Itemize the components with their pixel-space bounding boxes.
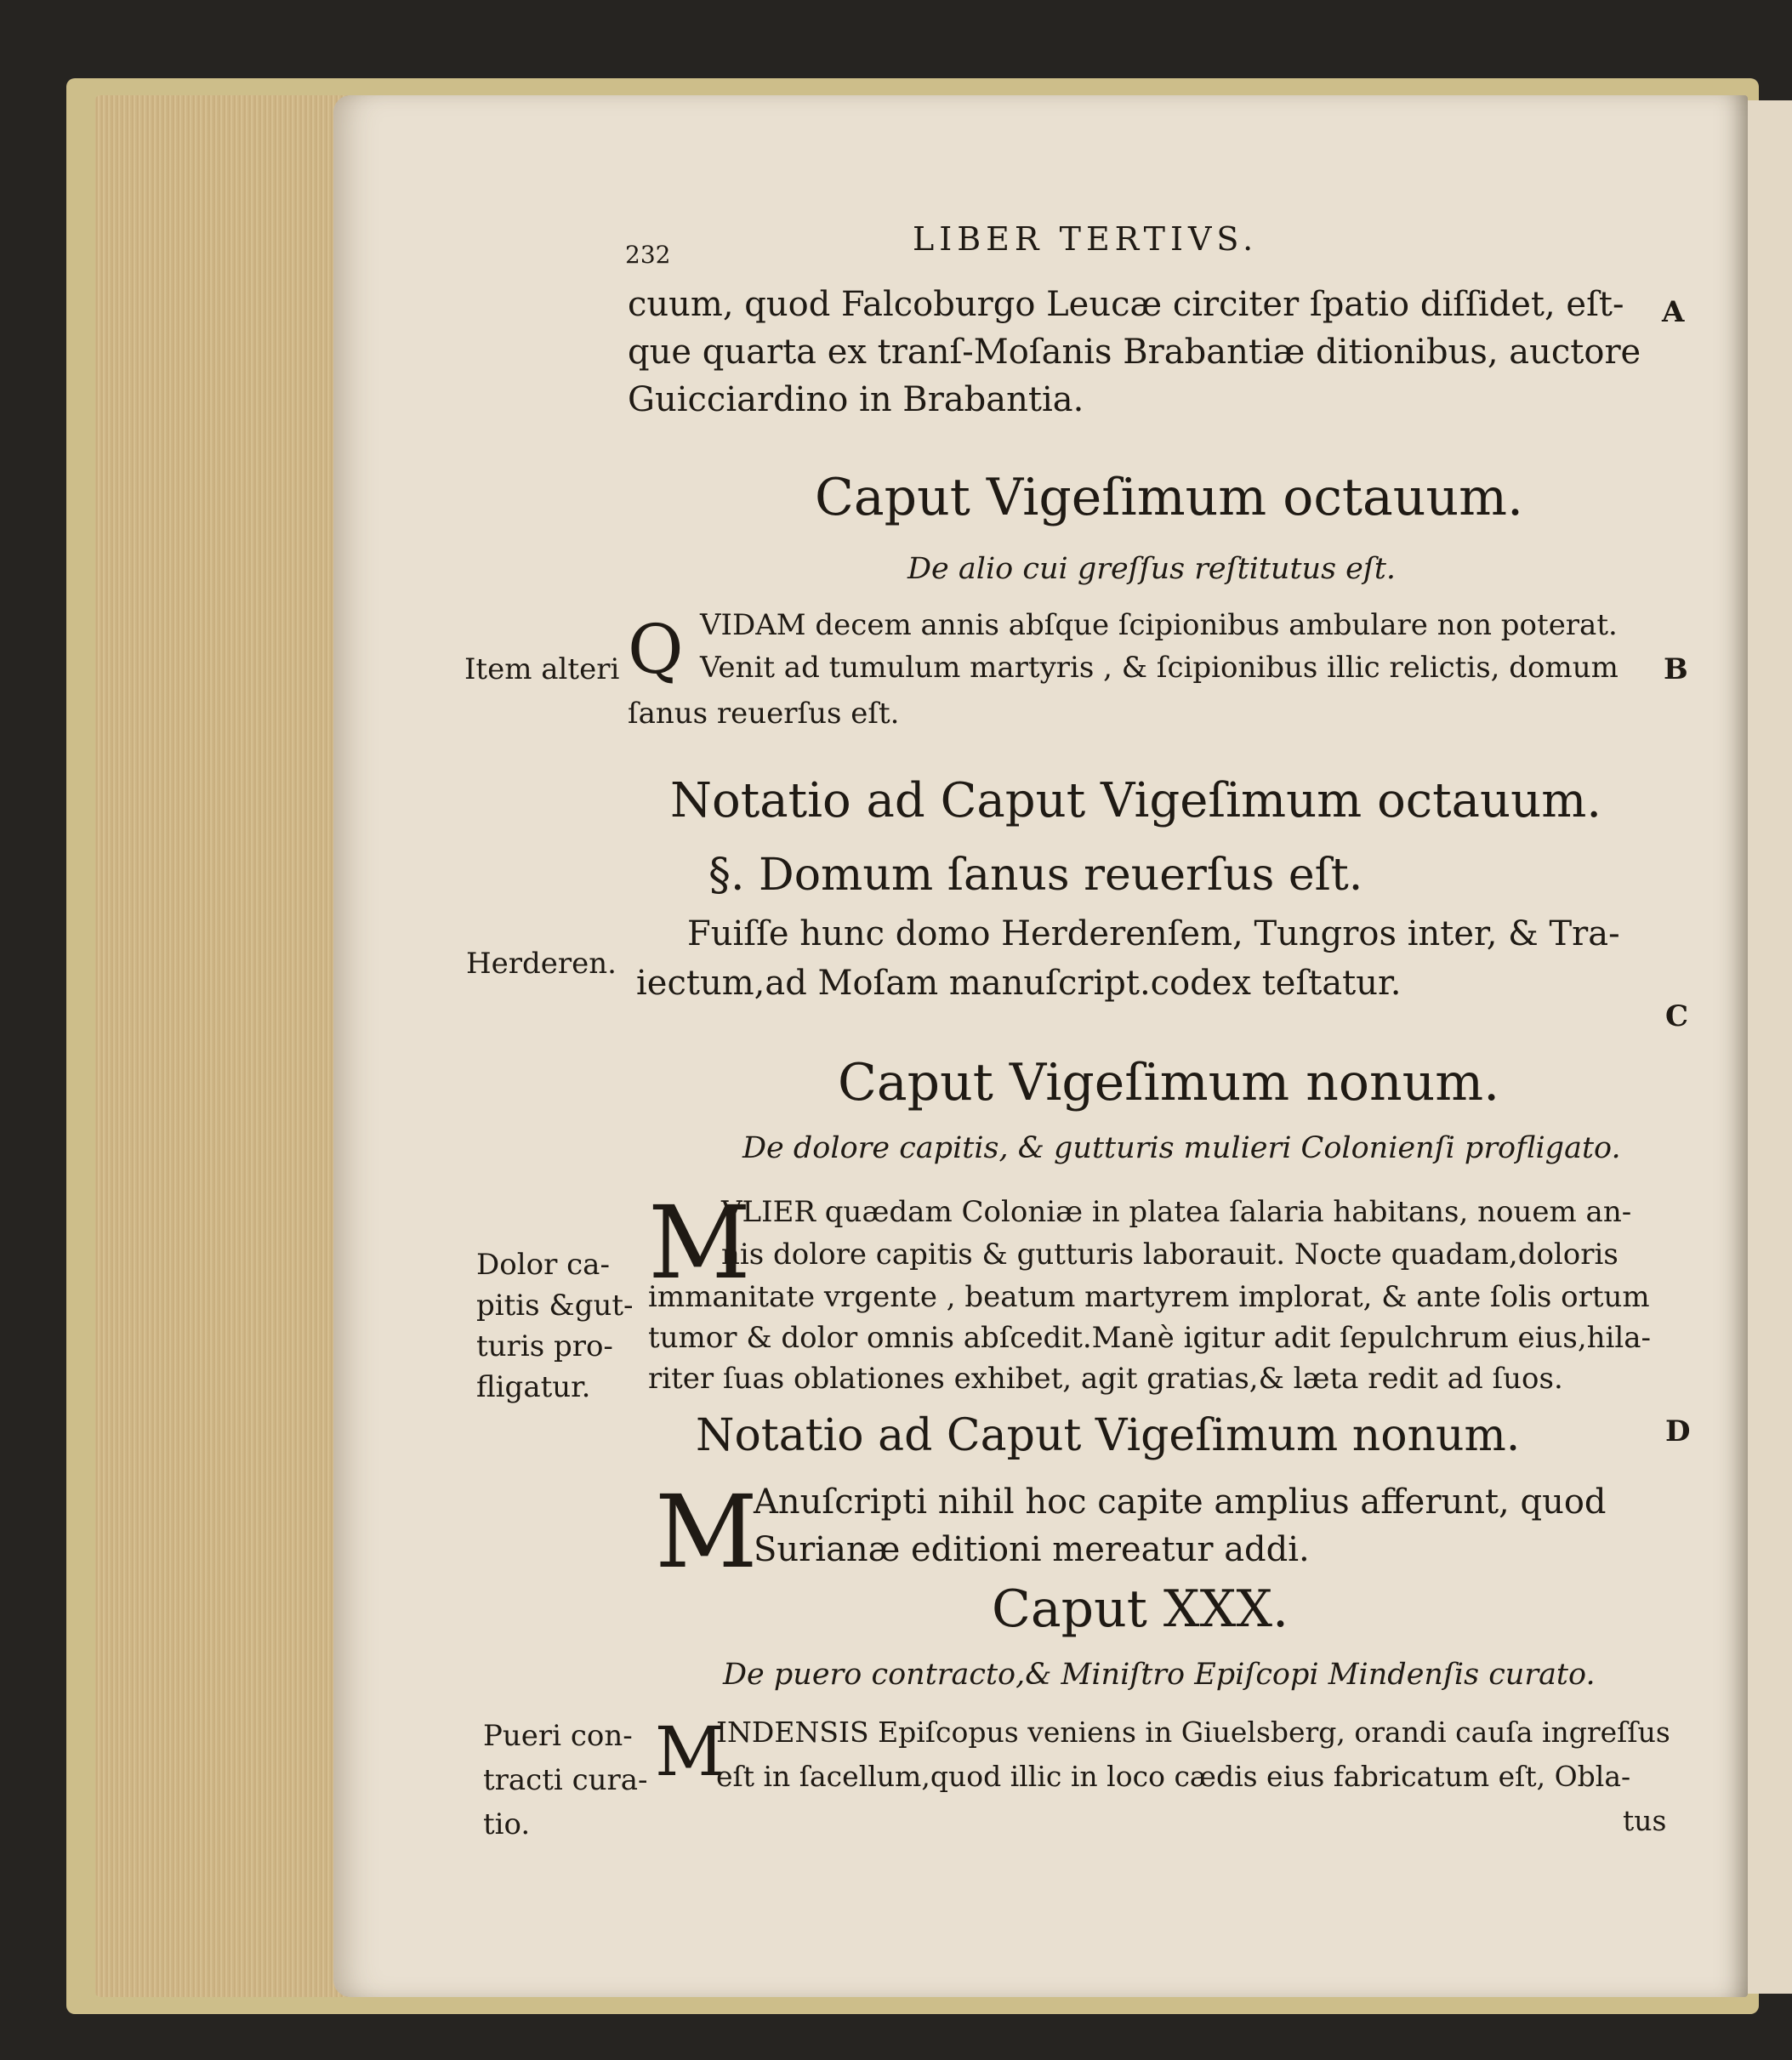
margin-note: Dolor ca- bbox=[476, 1248, 610, 1282]
notatio-29-title: Notatio ad Caput Vigeſimum nonum. bbox=[696, 1410, 1521, 1461]
margin-letter-d: D bbox=[1665, 1414, 1691, 1448]
chapter-30-line: INDENSIS Epiſcopus veniens in Giuelsberg, orandi cauſa ingreſſus bbox=[716, 1716, 1670, 1749]
chapter-29-line: immanitate vrgente , beatum martyrem implorat, & ante ſolis ortum bbox=[648, 1280, 1650, 1314]
drop-cap: Q bbox=[628, 610, 684, 689]
drop-cap: M bbox=[655, 1473, 758, 1591]
margin-note: Item alteri bbox=[464, 652, 620, 686]
notatio-29-line: Anuſcripti nihil hoc capite amplius afferunt, quod bbox=[754, 1482, 1607, 1522]
margin-note: Herderen. bbox=[466, 947, 617, 981]
notatio-29-line: Surianæ editioni mereatur addi. bbox=[754, 1530, 1310, 1569]
chapter-30-line: eſt in ſacellum,quod illic in loco cædis eius fabricatum eſt, Obla- bbox=[716, 1760, 1631, 1793]
continuation-line: que quarta ex tranſ-Moſanis Brabantiæ ditionibus, auctore bbox=[628, 333, 1641, 372]
margin-letter-c: C bbox=[1665, 999, 1689, 1033]
margin-letter-a: A bbox=[1662, 295, 1685, 329]
facing-page-edge bbox=[1740, 100, 1792, 1994]
margin-note: turis pro- bbox=[476, 1329, 613, 1363]
chapter-29-subtitle: De dolore capitis, & gutturis mulieri Colonienſi profligato. bbox=[742, 1131, 1621, 1165]
chapter-28-subtitle: De alio cui greſſus reſtitutus eſt. bbox=[907, 552, 1397, 586]
chapter-30-subtitle: De puero contracto,& Miniſtro Epiſcopi Mindenſis curato. bbox=[723, 1658, 1596, 1692]
chapter-28-line: ſanus reuerſus eſt. bbox=[628, 697, 900, 731]
running-title: LIBER TERTIVS. bbox=[913, 220, 1259, 258]
margin-note: Pueri con- bbox=[483, 1719, 633, 1753]
chapter-29-line: riter ſuas oblationes exhibet, agit gratias,& læta redit ad ſuos. bbox=[648, 1362, 1563, 1396]
notatio-28-section: §. Domum ſanus reuerſus eſt. bbox=[708, 850, 1363, 901]
chapter-29-line: tumor & dolor omnis abſcedit.Manè igitur adit ſepulchrum eius,hila- bbox=[648, 1321, 1652, 1355]
notatio-28-line: iectum,ad Moſam manuſcript.codex teſtatur. bbox=[636, 964, 1402, 1003]
chapter-30-title: Caput XXX. bbox=[992, 1579, 1289, 1639]
margin-letter-b: B bbox=[1664, 652, 1688, 686]
page-block-edge bbox=[95, 95, 372, 1997]
chapter-29-line: nis dolore capitis & gutturis laborauit. Nocte quadam,doloris bbox=[721, 1238, 1618, 1272]
notatio-28-line: Fuiſſe hunc domo Herderenſem, Tungros inter, & Tra- bbox=[687, 914, 1620, 953]
margin-note: tracti cura- bbox=[483, 1763, 648, 1797]
chapter-29-line: VLIER quædam Coloniæ in platea ſalaria habitans, nouem an- bbox=[721, 1195, 1632, 1229]
margin-note: pitis &gut- bbox=[476, 1289, 634, 1323]
chapter-28-line: VIDAM decem annis abſque ſcipionibus ambulare non poterat. bbox=[700, 608, 1618, 642]
drop-cap: M bbox=[655, 1712, 725, 1791]
chapter-28-line: Venit ad tumulum martyris , & ſcipionibus illic relictis, domum bbox=[700, 651, 1618, 685]
chapter-29-title: Caput Vigeſimum nonum. bbox=[838, 1053, 1500, 1113]
continuation-line: cuum, quod Falcoburgo Leucæ circiter ſpatio diſſidet, eſt- bbox=[628, 285, 1624, 324]
margin-note: tio. bbox=[483, 1807, 531, 1841]
catchword: tus bbox=[1623, 1804, 1667, 1837]
drop-cap: M bbox=[648, 1184, 751, 1301]
continuation-line: Guicciardino in Brabantia. bbox=[628, 380, 1084, 419]
notatio-28-title: Notatio ad Caput Vigeſimum octauum. bbox=[670, 773, 1602, 828]
chapter-28-title: Caput Vigeſimum octauum. bbox=[815, 468, 1524, 527]
folio-number: 232 bbox=[625, 241, 671, 269]
margin-note: fligatur. bbox=[476, 1370, 591, 1404]
